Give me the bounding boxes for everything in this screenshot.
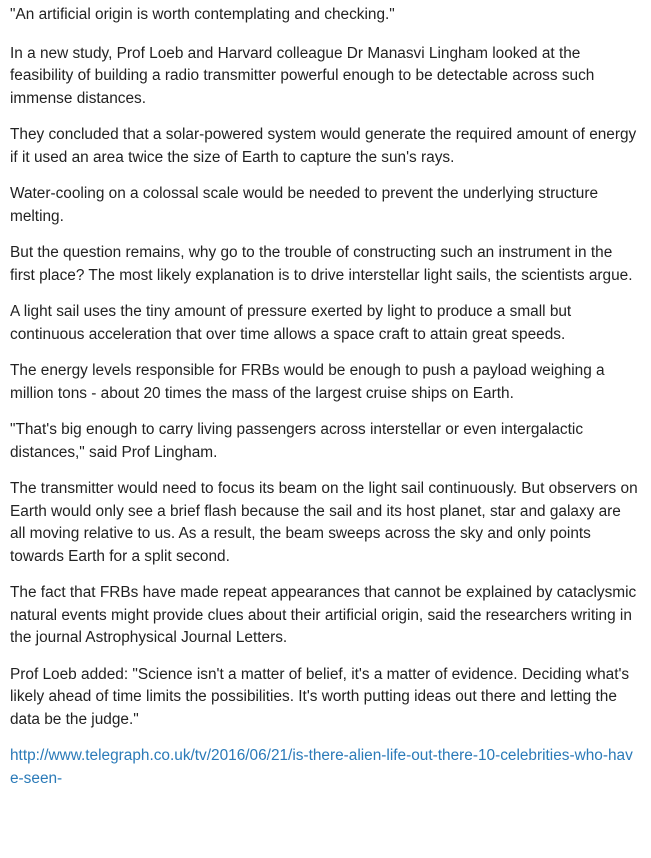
article-paragraph: Water-cooling on a colossal scale would be needed to prevent the underlying structure melting. xyxy=(10,185,599,225)
article-paragraph: The fact that FRBs have made repeat appearances that cannot be explained by cataclysmic natural events might provide clues about their artificial origin, said the researchers writing in the journal Astrophysical Journal Letters. xyxy=(10,584,637,646)
article-paragraph: But the question remains, why go to the trouble of constructing such an instrument in the first place? The most likely explanation is to drive interstellar light sails, the scientists argue. xyxy=(10,244,633,284)
article-paragraph: A light sail uses the tiny amount of pressure exerted by light to produce a small but continuous acceleration that over time allows a space craft to attain great speeds. xyxy=(10,303,572,343)
article-paragraph: They concluded that a solar-powered system would generate the required amount of energy if it used an area twice the size of Earth to capture the sun's rays. xyxy=(10,126,637,166)
article-paragraph: Prof Loeb added: "Science isn't a matter of belief, it's a matter of evidence. Deciding what's likely ahead of time limits the possibilities. It's worth putting ideas out there and letting the data be the judge." xyxy=(10,665,630,728)
article-paragraph: "That's big enough to carry living passengers across interstellar or even intergalactic distances," said Prof Lingham. xyxy=(10,421,584,461)
article-paragraph: The energy levels responsible for FRBs would be enough to push a payload weighing a million tons - about 20 times the mass of the largest cruise ships on Earth. xyxy=(10,362,605,402)
article-paragraph: The transmitter would need to focus its beam on the light sail continuously. But observers on Earth would only see a brief flash because the sail and its host planet, star and galaxy are all moving relative to us. As a result, the beam sweeps across the sky and only points towards Earth for a split second. xyxy=(10,480,638,565)
article-paragraph-quote: "An artificial origin is worth contemplating and checking." xyxy=(10,6,395,23)
article-paragraph: In a new study, Prof Loeb and Harvard colleague Dr Manasvi Lingham looked at the feasibility of building a radio transmitter powerful enough to be detectable across such immense distances. xyxy=(10,44,595,107)
telegraph-article-link[interactable]: http://www.telegraph.co.uk/tv/2016/06/21/is-there-alien-life-out-there-10-celebrities-who-have-seen- xyxy=(10,747,633,787)
